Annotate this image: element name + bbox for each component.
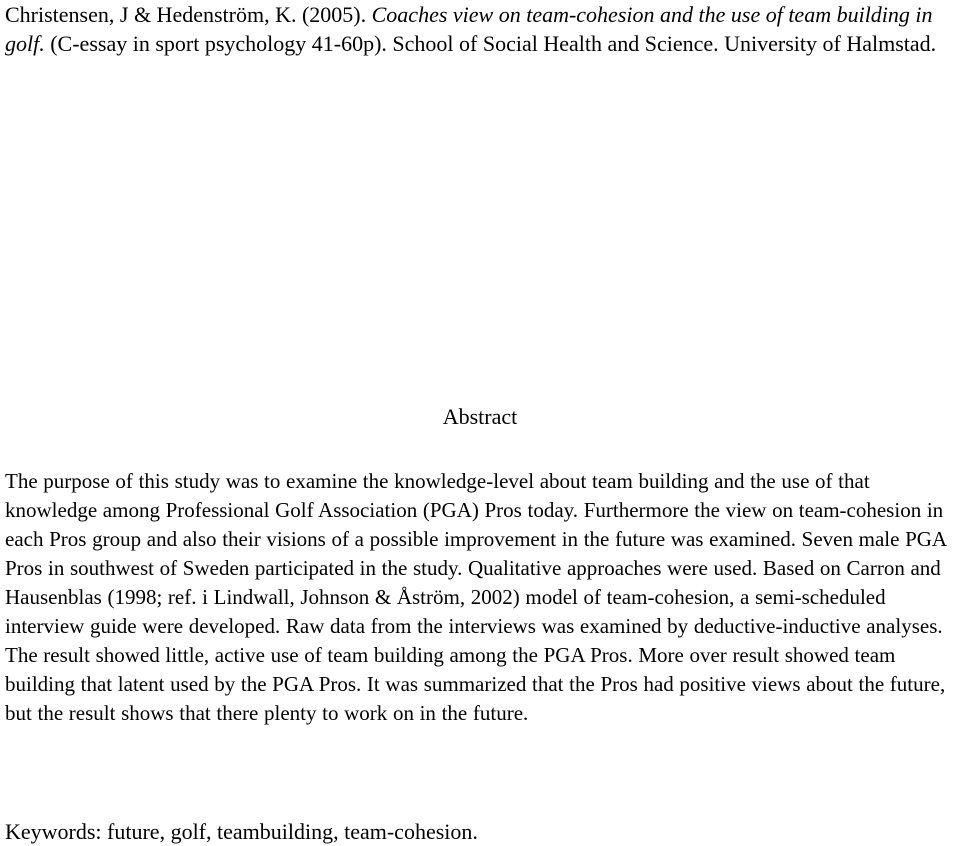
citation-title: Coaches view on team-cohesion and the use of team building in golf. [5, 2, 933, 56]
citation-details: (C-essay in sport psychology 41-60p). School of Social Health and Science. University of Halmstad. [44, 31, 937, 56]
abstract-heading: Abstract [442, 404, 518, 429]
citation-authors-year: Christensen, J & Hedenström, K. (2005). [5, 2, 372, 27]
citation [5, 0, 955, 58]
keywords: Keywords: future, golf, teambuilding, team-cohesion. [5, 819, 478, 844]
abstract-body: The purpose of this study was to examine the knowledge-level about team building and the use of that knowledge among Professional Golf Association (PGA) Pros today. Furthermore the view on team-cohesion in each Pros group and also their visions of a possible improvement in the future was examined. Seven male PGA Pros in southwest of Sweden participated in the study. Qualitative approaches were used. Based on Carron and Hausenblas (1998; ref. i Lindwall, Johnson & Åström, 2002) model of team-cohesion, a semi-scheduled interview guide were developed. Raw data from the interviews was examined by deductive-inductive analyses. The result showed little, active use of team building among the PGA Pros. More over result showed team building that latent used by the PGA Pros. It was summarized that the Pros had positive views about the future, but the result shows that there plenty to work on in the future. [5, 469, 946, 725]
